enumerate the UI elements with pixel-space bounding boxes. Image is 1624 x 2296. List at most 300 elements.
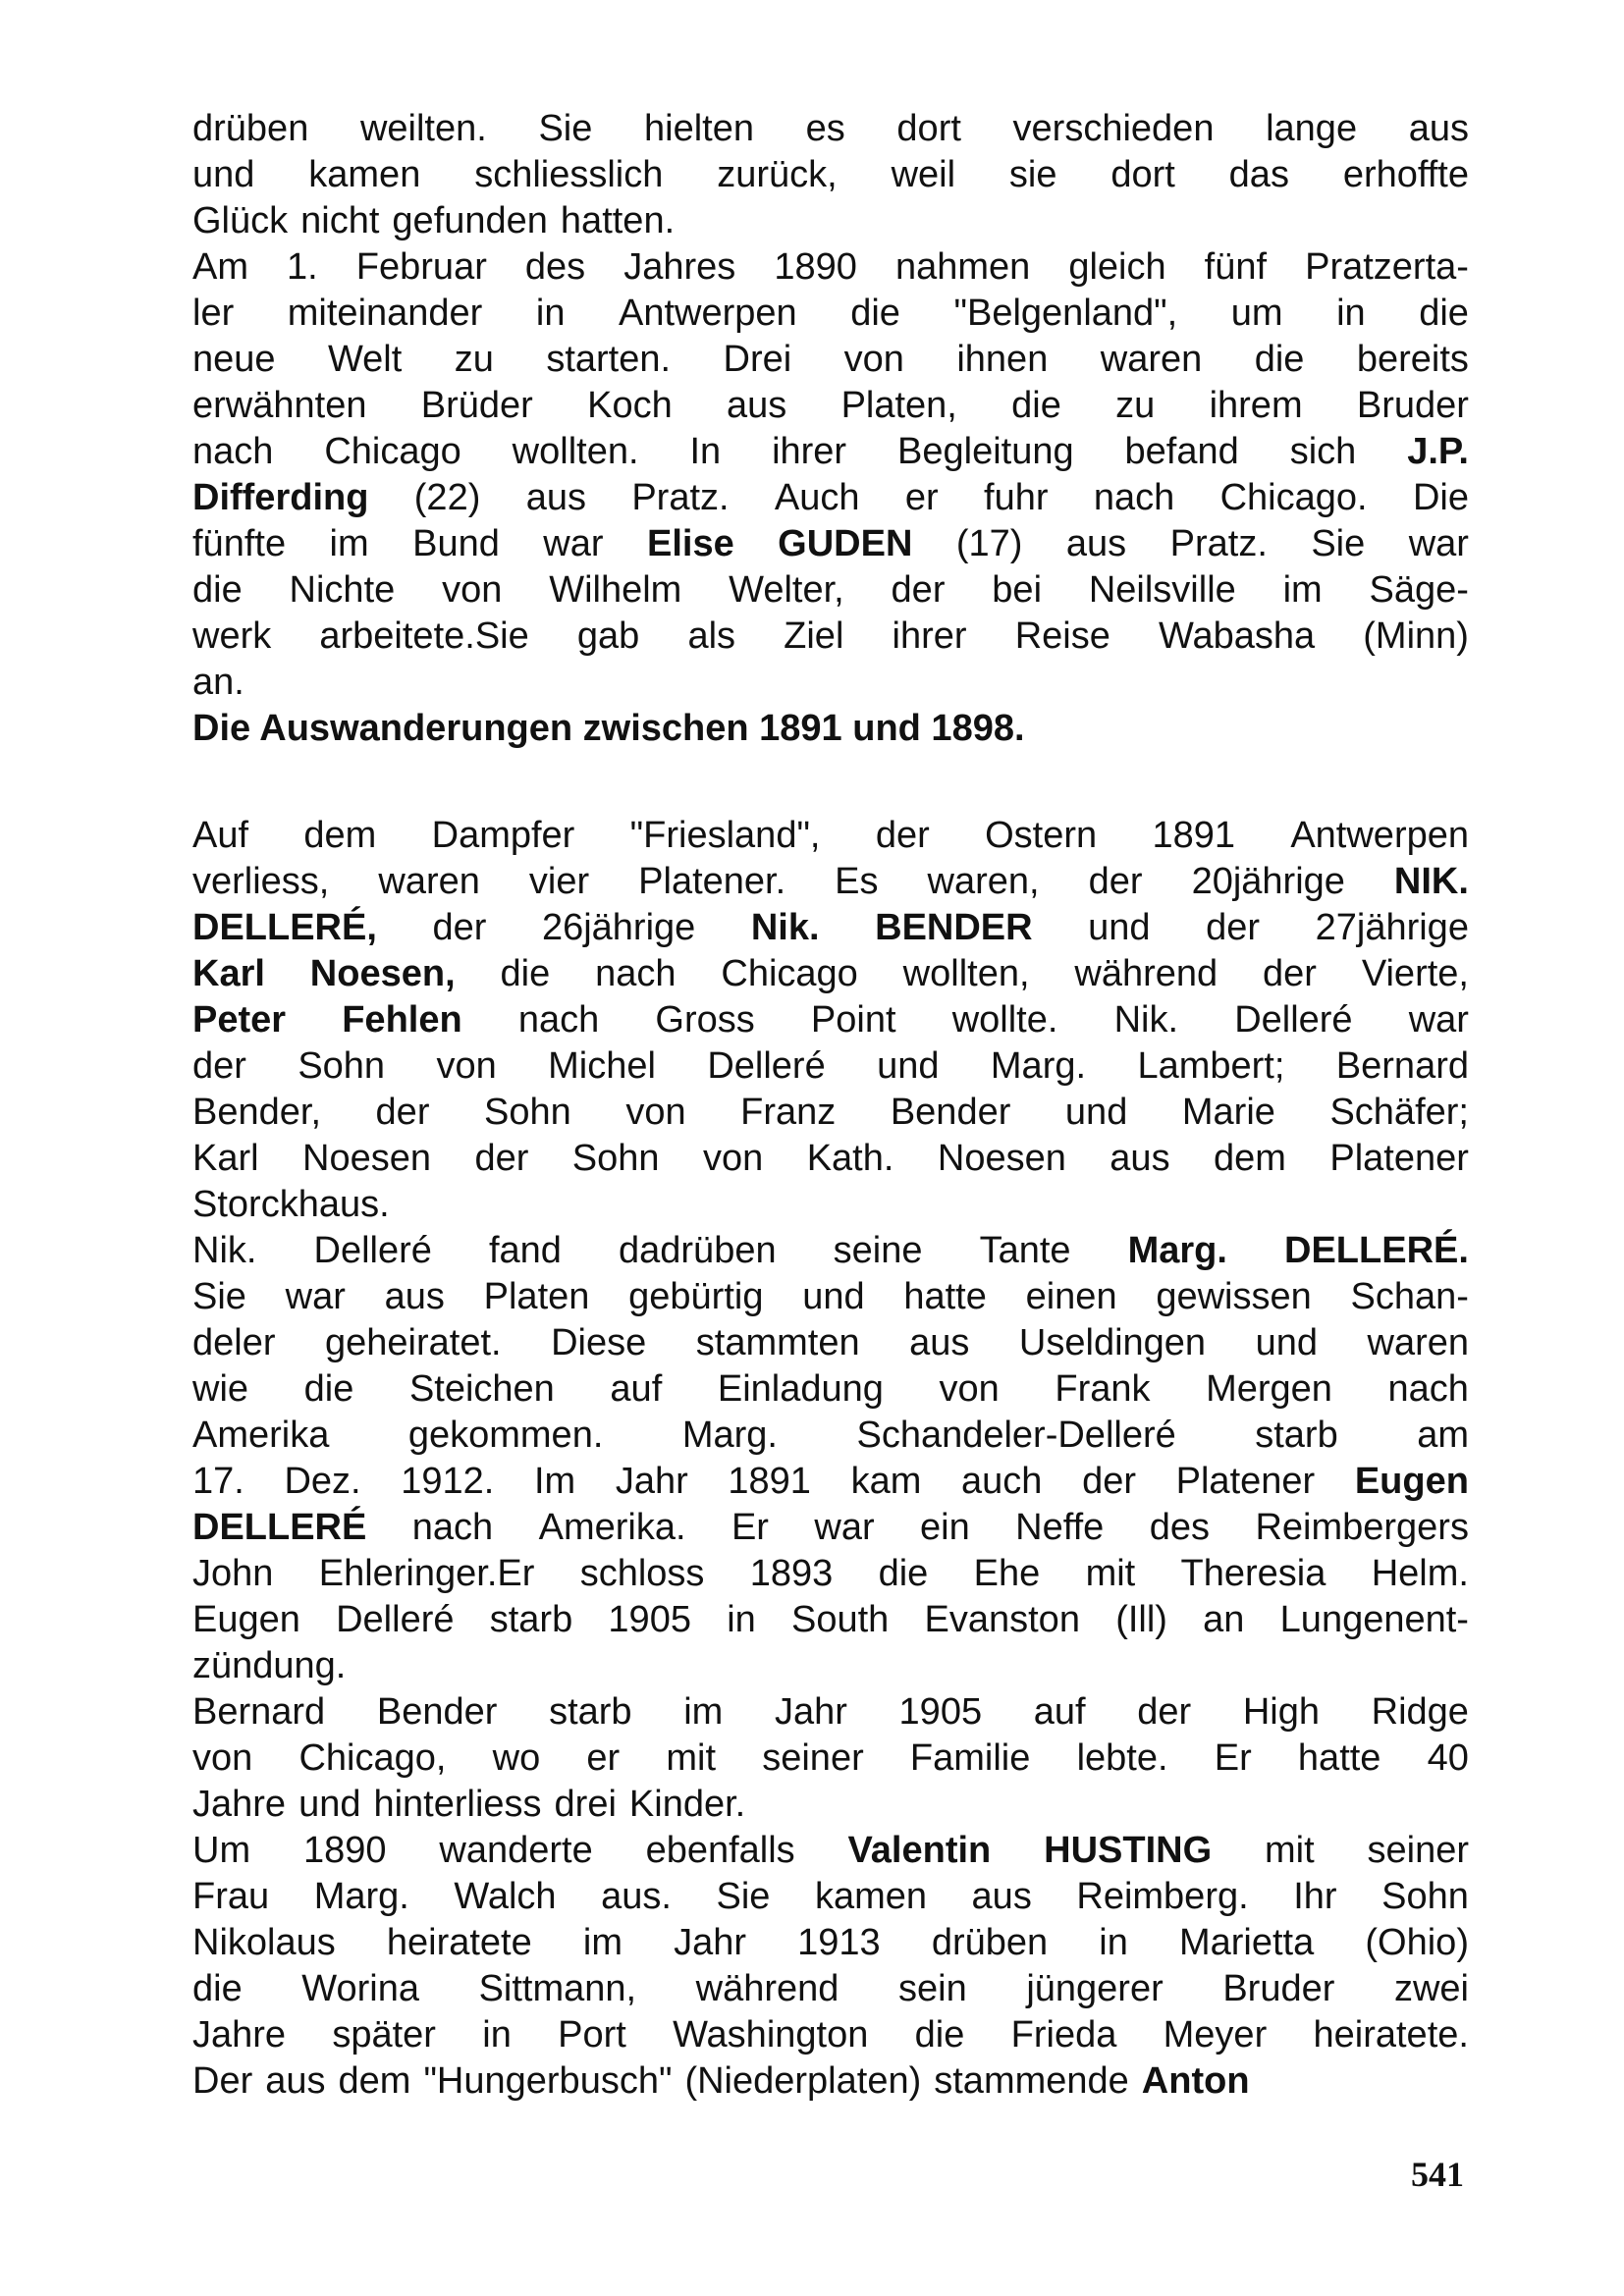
word: Brüder [420,385,533,426]
word: Ostern [985,815,1098,856]
word: Theresia [1180,1553,1326,1594]
word: ihrer [892,615,967,657]
word: Noesen, [309,953,456,994]
word: hatte [1297,1737,1381,1779]
word: die [850,293,900,334]
word: aus [1408,108,1469,149]
text-line [192,337,1469,383]
word: fuhr [984,477,1049,518]
word: aus [971,1876,1032,1917]
word: Neffe [1015,1507,1105,1548]
word: Delleré [313,1230,432,1271]
text-line [192,1136,1469,1182]
word: Kinder. [628,1784,746,1825]
word: auf [1033,1691,1086,1733]
word: gekommen. [407,1415,604,1456]
word: Noesen [937,1138,1066,1179]
word: während [1074,953,1218,994]
word: Lambert; [1137,1045,1285,1087]
word: aus [1110,1138,1170,1179]
text-line [192,1782,1469,1828]
word: 40 [1427,1737,1469,1779]
word: in [535,293,566,334]
word: Ziel [784,615,844,657]
word: Reimbergers [1255,1507,1469,1548]
text-line [192,1828,1469,1874]
word: zu [454,339,494,380]
word: Reimberg. [1076,1876,1249,1917]
word: Lungenent- [1279,1599,1469,1640]
word: fünf [1204,246,1268,288]
text-line [192,1366,1469,1413]
word: NIK. [1393,861,1469,902]
text-line [192,244,1469,291]
text-line [192,567,1469,614]
text-line [192,1874,1469,1920]
word: fünfte [192,523,287,564]
word: des [1149,1507,1211,1548]
word: der [891,569,946,611]
word: kam [850,1461,922,1502]
word: der [1088,861,1143,902]
word: heiratete. [1313,2014,1469,2056]
word: von [939,1368,1000,1410]
word: South [790,1599,890,1640]
word: die [192,569,243,611]
word: Amerika. [538,1507,686,1548]
word: verliess, [192,861,330,902]
word: Sie [538,108,593,149]
word: DELLERÉ. [1284,1230,1469,1271]
word: J.P. [1407,431,1469,472]
word: Dampfer [431,815,575,856]
word: waren [1100,339,1203,380]
word: Ehe [973,1553,1041,1594]
text-line [192,1320,1469,1366]
word: erhoffte [1342,154,1469,195]
word: der [1263,953,1317,994]
word: es [805,108,845,149]
word: arbeitete.Sie [319,615,529,657]
text-line [192,2012,1469,2058]
word: Fehlen [342,999,462,1041]
word: Sohn [298,1045,386,1087]
word: neue [192,339,276,380]
word: Delleré [1234,999,1353,1041]
word: ihrem [1209,385,1303,426]
word: 1890 [774,246,857,288]
text-line [192,1920,1469,1966]
text-line [192,198,1469,244]
text-line [192,429,1469,475]
word: Am [192,246,248,288]
word: mit [1085,1553,1136,1594]
word: verschieden [1012,108,1215,149]
text-line [192,951,1469,997]
word: lange [1266,108,1358,149]
word: fand [488,1230,562,1271]
word: starten. [546,339,672,380]
word: seiner [1367,1830,1469,1871]
word: 1905 [898,1691,983,1733]
word: DELLERÉ, [192,907,377,948]
word: starb [549,1691,632,1733]
word: und [1255,1322,1318,1363]
word: 20jährige [1191,861,1345,902]
word: Bund [412,523,500,564]
word: Antwerpen [619,293,797,334]
word: Ihr [1293,1876,1337,1917]
word: Ehleringer.Er [318,1553,535,1594]
word: Sohn [1381,1876,1469,1917]
word: und [802,1276,865,1317]
word: des [524,246,586,288]
word: hinterliess [373,1784,542,1825]
word: drei [554,1784,617,1825]
word: der [192,1045,246,1087]
word: Wilhelm [549,569,682,611]
word: drüben [192,108,309,149]
word: Useldingen [1018,1322,1207,1363]
word: zündung. [192,1645,347,1686]
word: ihnen [956,339,1049,380]
word: Bender, [192,1092,321,1133]
word: 1890 [302,1830,387,1871]
word: Point [810,999,896,1041]
word: im [329,523,369,564]
word: gleich [1068,246,1166,288]
word: drüben [931,1922,1049,1963]
word: Um [192,1830,251,1871]
word: kamen [814,1876,927,1917]
text-line [192,521,1469,567]
section-heading: Die Auswanderungen zwischen 1891 und 1898. [192,708,1025,749]
word: Wabasha [1159,615,1316,657]
word: Nichte [289,569,396,611]
word: "Belgenland", [953,293,1178,334]
word: 26jährige [541,907,696,948]
word: dadrüben [619,1230,777,1271]
word: Bernard [1335,1045,1469,1087]
word: werk [192,615,272,657]
word: war [543,523,604,564]
word: Nikolaus [192,1922,336,1963]
word: (17) [955,523,1023,564]
word: Eugen [1354,1461,1469,1502]
word: zu [1115,385,1156,426]
word: 17. [192,1461,244,1502]
paragraph-gap [192,752,1469,813]
text-line [192,1459,1469,1505]
text-line [192,905,1469,951]
word: Jahr [674,1922,747,1963]
word: (Niederplaten) [684,2060,922,2102]
word: von [192,1737,253,1779]
word: (Minn) [1363,615,1469,657]
word: um [1230,293,1283,334]
word: Säge- [1369,569,1469,611]
word: ihrer [772,431,847,472]
word: Bender [890,1092,1011,1133]
word: Delleré [336,1599,455,1640]
text-line [192,1505,1469,1551]
word: Es [835,861,879,902]
word: gebürtig [628,1276,764,1317]
word: Nik. [1113,999,1179,1041]
word: Er [1214,1737,1252,1779]
word: weil [891,154,956,195]
word: Eugen [192,1599,300,1640]
word: Dez. [284,1461,361,1502]
text-line [192,859,1469,905]
word: Karl [192,953,265,994]
word: war [285,1276,346,1317]
word: mit [666,1737,717,1779]
word: Marg. [990,1045,1087,1087]
word: Drei [723,339,792,380]
word: deler [192,1322,276,1363]
word: (22) [413,477,481,518]
word: Marg. [1127,1230,1227,1271]
text-line [192,614,1469,660]
word: an. [192,662,244,703]
word: Chicago, [298,1737,447,1779]
word: Bernard [192,1691,326,1733]
word: Jahre [192,1784,287,1825]
word: Bruder [1356,385,1469,426]
word: Kath. [806,1138,894,1179]
word: Jahre [192,2014,287,2056]
word: Neilsville [1088,569,1236,611]
word: die [192,1968,243,2009]
text-line [192,997,1469,1043]
word: Sittmann, [478,1968,637,2009]
word: Vierte, [1361,953,1469,994]
word: "Friesland", [629,815,821,856]
word: Glück [192,200,289,241]
word: Port [558,2014,626,2056]
word: Chicago. [1219,477,1368,518]
word: heiratete [386,1922,532,1963]
word: hatten. [560,200,676,241]
word: der [432,907,487,948]
word: Ridge [1371,1691,1469,1733]
word: nach [192,431,274,472]
word: Sie [192,1276,246,1317]
word: ebenfalls [645,1830,795,1871]
word: Marietta [1178,1922,1315,1963]
word: sein [898,1968,967,2009]
word: zwei [1393,1968,1469,2009]
word: Familie [909,1737,1031,1779]
word: seine [833,1230,923,1271]
word: befand [1124,431,1239,472]
word: 1893 [749,1553,834,1594]
word: starb [1255,1415,1338,1456]
word: wanderte [439,1830,593,1871]
word: Er [731,1507,769,1548]
word: der [474,1138,529,1179]
word: kamen [308,154,421,195]
word: Februar [355,246,487,288]
word: und [298,1784,361,1825]
word: als [687,615,736,657]
word: sie [1008,154,1057,195]
word: war [1408,999,1469,1041]
word: starb [489,1599,573,1640]
word: Marg. [313,1876,409,1917]
word: war [814,1507,875,1548]
word: Frau [192,1876,270,1917]
word: wollte. [951,999,1058,1041]
text-line [192,1551,1469,1597]
word: die [303,1368,354,1410]
word: stammten [695,1322,860,1363]
word: Meyer [1163,2014,1268,2056]
word: und [1064,1092,1128,1133]
word: Schäfer; [1329,1092,1469,1133]
word: in [1336,293,1366,334]
text-line [192,1643,1469,1689]
text-line [192,291,1469,337]
word: aus [727,385,787,426]
word: Jahres [623,246,736,288]
word: John [192,1553,274,1594]
word: Jahr [774,1691,847,1733]
word: Worina [301,1968,419,2009]
word: dem [1214,1138,1286,1179]
word: und [192,154,255,195]
word: von [702,1138,764,1179]
word: mit [1264,1830,1315,1871]
word: 1905 [608,1599,691,1640]
word: im [683,1691,724,1733]
word: und [1088,907,1151,948]
text-line [192,1090,1469,1136]
word: ein [920,1507,970,1548]
word: Differding [192,477,369,518]
word: miteinander [287,293,483,334]
word: gewissen [1156,1276,1312,1317]
word: Valentin [847,1830,992,1871]
word: die [1419,293,1469,334]
word: Schandeler-Delleré [856,1415,1176,1456]
page-number: 541 [1411,2155,1464,2194]
word: DELLERÉ [192,1507,367,1548]
word: seiner [762,1737,864,1779]
word: Marie [1181,1092,1275,1133]
word: aus [1065,523,1127,564]
word: bereits [1356,339,1469,380]
word: stammende [934,2060,1129,2102]
word: nach [595,953,677,994]
word: Platener [1175,1461,1316,1502]
word: später [332,2014,436,2056]
text-line [192,660,1469,706]
word: aus [909,1322,970,1363]
word: die [500,953,551,994]
word: Franz [740,1092,837,1133]
word: Sohn [484,1092,571,1133]
page-body [192,106,1469,2105]
word: in [1099,1922,1128,1963]
word: Tante [979,1230,1071,1271]
word: Reise [1014,615,1110,657]
word: aus [265,2060,326,2102]
word: die [878,1553,929,1594]
word: Noesen [302,1138,431,1179]
word: dort [1110,154,1175,195]
text-line [192,1597,1469,1643]
word: in [482,2014,512,2056]
text-line [192,1274,1469,1320]
word: Koch [587,385,673,426]
word: während [695,1968,839,2009]
word: Jahr [615,1461,688,1502]
text-line [192,1735,1469,1782]
word: am [1417,1415,1469,1456]
word: 1891 [728,1461,811,1502]
word: 1. [287,246,318,288]
word: dem [303,815,377,856]
word: Welter, [729,569,844,611]
text-line [192,1043,1469,1090]
word: "Hungerbusch" [423,2060,673,2102]
word: HUSTING [1044,1830,1213,1871]
word: Auf [192,815,249,856]
word: erwähnten [192,385,367,426]
word: von [436,1045,497,1087]
word: 27jährige [1315,907,1469,948]
word: einen [1025,1276,1117,1317]
text-line [192,813,1469,859]
word: aus [525,477,586,518]
word: geheiratet. [325,1322,502,1363]
word: von [442,569,503,611]
word: aus [384,1276,445,1317]
word: ler [192,293,235,334]
word: lebte. [1076,1737,1168,1779]
word: von [625,1092,686,1133]
word: Platener [1329,1138,1469,1179]
word: Helm. [1371,1553,1469,1594]
word: und [877,1045,940,1087]
word: Amerika [192,1415,330,1456]
word: Nik. [750,907,820,948]
word: Pratz. [631,477,730,518]
word: Evanston [924,1599,1080,1640]
text-line [192,1966,1469,2012]
word: aus. [601,1876,672,1917]
word: Im [533,1461,576,1502]
word: der [375,1092,430,1133]
word: die [914,2014,965,2056]
word: von [843,339,904,380]
word: die [1011,385,1061,426]
word: waren, [927,861,1040,902]
text-line [192,1228,1469,1274]
word: nicht [300,200,380,241]
word: Platen [483,1276,590,1317]
word: nahmen [894,246,1031,288]
word: waren [378,861,480,902]
text-line [192,2058,1469,2105]
word: Karl [192,1138,259,1179]
word: Antwerpen [1290,815,1469,856]
word: Der [192,2060,253,2102]
text-line [192,1413,1469,1459]
word: Die [1412,477,1469,518]
